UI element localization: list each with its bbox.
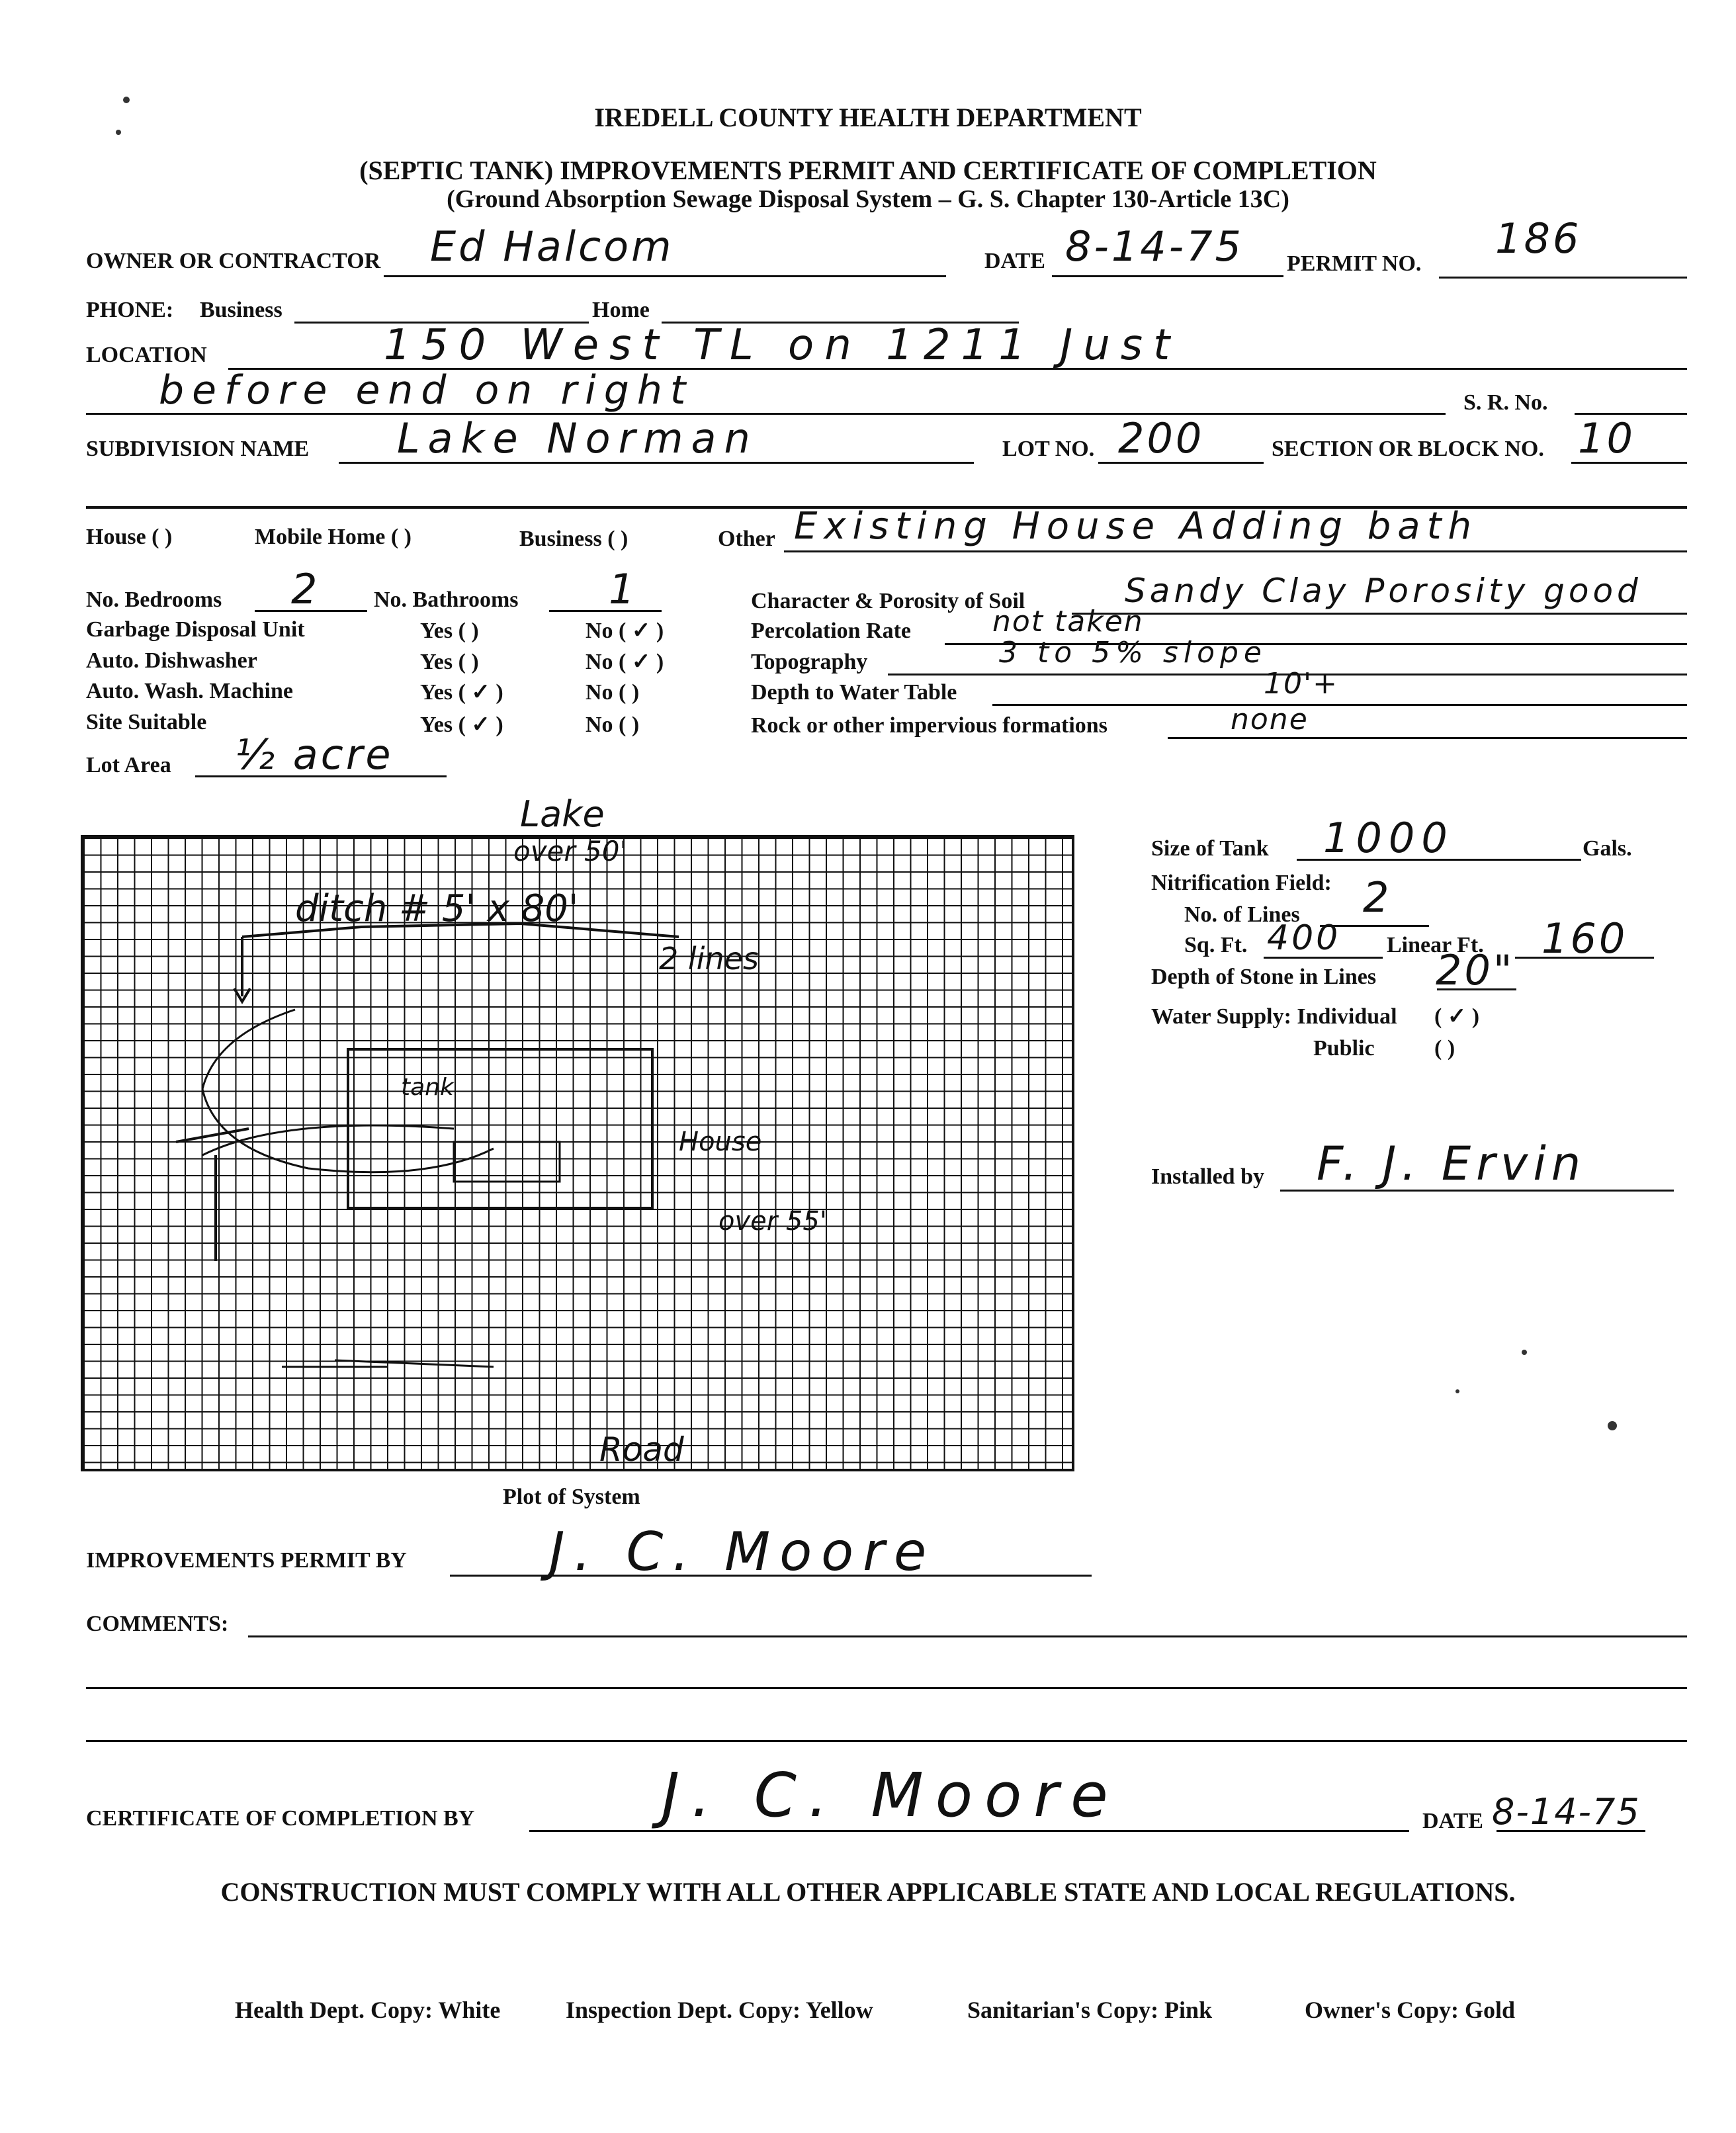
garbage-disposal-label: Garbage Disposal Unit [86, 617, 305, 642]
lot-value: 200 [1118, 414, 1205, 462]
copy-sanitarian: Sanitarian's Copy: Pink [967, 1997, 1213, 2023]
scan-speck [1522, 1350, 1527, 1355]
site-suitable-label: Site Suitable [86, 710, 207, 734]
lines-value: 2 [1363, 873, 1392, 922]
plot-grid [81, 793, 1074, 1471]
dishwasher-yes: Yes ( ) [420, 650, 479, 674]
wash-machine-label: Auto. Wash. Machine [86, 679, 293, 703]
phone-home-label: Home [592, 298, 650, 322]
permit-value: 186 [1495, 214, 1582, 263]
sqft-label: Sq. Ft. [1184, 933, 1248, 957]
sqft-value: 400 [1267, 918, 1341, 958]
tank-gals-label: Gals. [1583, 836, 1632, 861]
stone-depth-label: Depth of Stone in Lines [1151, 965, 1377, 989]
certificate-signature: J. C. Moore [662, 1760, 1120, 1831]
installed-by-label: Installed by [1151, 1164, 1264, 1189]
bathrooms-line [549, 610, 662, 612]
certificate-label: CERTIFICATE OF COMPLETION BY [86, 1806, 475, 1831]
owner-label: OWNER OR CONTRACTOR [86, 249, 381, 273]
wash-machine-yes: Yes ( ✓ ) [420, 680, 503, 705]
water-table-value: 10'+ [1264, 667, 1338, 701]
bedrooms-label: No. Bedrooms [86, 588, 222, 612]
certificate-date-value: 8-14-75 [1492, 1791, 1641, 1833]
lot-area-label: Lot Area [86, 753, 171, 777]
soil-character-label: Character & Porosity of Soil [751, 589, 1025, 613]
dishwasher-label: Auto. Dishwasher [86, 648, 257, 673]
copy-inspection-dept: Inspection Dept. Copy: Yellow [566, 1997, 873, 2023]
location-value-1: 150 West TL on 1211 Just [384, 321, 1181, 370]
rock-value: none [1231, 703, 1309, 736]
comments-line-1 [248, 1635, 1687, 1637]
form-title: (SEPTIC TANK) IMPROVEMENTS PERMIT AND CERTIFICATE OF COMPLETION [359, 155, 1377, 185]
garbage-disposal-no: No ( ✓ ) [586, 619, 664, 643]
location-value-2: before end on right [159, 367, 694, 414]
business-option: Business ( ) [519, 527, 629, 551]
site-suitable-no: No ( ) [586, 713, 640, 737]
scan-speck [116, 130, 121, 135]
stone-depth-value: 20" [1436, 946, 1515, 994]
wash-machine-no: No ( ) [586, 680, 640, 705]
compliance-notice: CONSTRUCTION MUST COMPLY WITH ALL OTHER APPLICABLE STATE AND LOCAL REGULATIONS. [220, 1877, 1516, 1907]
lines-label: No. of Lines [1184, 902, 1300, 927]
garbage-disposal-yes: Yes ( ) [420, 619, 479, 643]
form-subtitle: (Ground Absorption Sewage Disposal System – G. S. Chapter 130-Article 13C) [447, 185, 1289, 213]
other-line [784, 550, 1687, 552]
water-table-label: Depth to Water Table [751, 680, 957, 705]
date-label: DATE [984, 249, 1045, 273]
comments-line-2 [86, 1687, 1687, 1689]
improvements-permit-signature: J. C. Moore [549, 1521, 936, 1583]
soil-character-value: Sandy Clay Porosity good [1125, 572, 1642, 610]
plot-label-over50: over 50' [513, 835, 627, 867]
date-line [1052, 275, 1283, 277]
percolation-value: not taken [992, 605, 1144, 638]
other-label: Other [718, 527, 775, 551]
subdivision-label: SUBDIVISION NAME [86, 437, 310, 461]
department-title: IREDELL COUNTY HEALTH DEPARTMENT [594, 103, 1142, 132]
plot-label-lake: Lake [520, 793, 605, 835]
tank-size-value: 1000 [1323, 814, 1454, 862]
lot-area-value: ½ acre [235, 730, 394, 779]
house-option: House ( ) [86, 525, 173, 549]
water-public-label: Public [1313, 1036, 1375, 1061]
water-table-line [992, 704, 1687, 706]
comments-line-3 [86, 1740, 1687, 1742]
installed-by-value: F. J. Ervin [1317, 1137, 1586, 1191]
topography-value: 3 to 5% slope [999, 636, 1267, 670]
nitrification-label: Nitrification Field: [1151, 871, 1332, 895]
dishwasher-no: No ( ✓ ) [586, 650, 664, 674]
lot-label: LOT NO. [1002, 437, 1095, 461]
permit-label: PERMIT NO. [1287, 251, 1422, 276]
rock-line [1168, 737, 1687, 739]
section-label: SECTION OR BLOCK NO. [1272, 437, 1544, 461]
improvements-permit-label: IMPROVEMENTS PERMIT BY [86, 1548, 407, 1573]
plot-label-tank: tank [401, 1074, 454, 1101]
water-public-check: ( ) [1434, 1036, 1455, 1061]
scan-speck [1608, 1421, 1617, 1430]
plot-label-over55: over 55' [718, 1206, 827, 1237]
location-label: LOCATION [86, 343, 207, 367]
plot-label-ditch: ditch # 5' x 80' [295, 887, 579, 930]
plot-caption: Plot of System [503, 1485, 640, 1509]
linear-label: Linear Ft. [1387, 933, 1484, 957]
mobile-home-option: Mobile Home ( ) [255, 525, 412, 549]
plot-label-road: Road [599, 1430, 684, 1469]
plot-label-house: House [679, 1127, 762, 1157]
bathrooms-value: 1 [609, 565, 638, 613]
owner-value: Ed Halcom [430, 222, 674, 271]
scan-speck [1455, 1389, 1459, 1393]
date-value: 8-14-75 [1065, 222, 1244, 271]
linear-value: 160 [1541, 914, 1628, 963]
copy-health-dept: Health Dept. Copy: White [235, 1997, 501, 2023]
plot-label-lines: 2 lines [659, 941, 759, 977]
topography-label: Topography [751, 650, 868, 674]
copy-owner: Owner's Copy: Gold [1305, 1997, 1516, 2023]
plot-sketch [83, 835, 1072, 1469]
tank-size-label: Size of Tank [1151, 836, 1269, 861]
comments-label: COMMENTS: [86, 1612, 229, 1636]
certificate-date-label: DATE [1422, 1809, 1483, 1833]
phone-business-label: Business [200, 298, 282, 322]
site-suitable-yes: Yes ( ✓ ) [420, 713, 503, 737]
rock-label: Rock or other impervious formations [751, 713, 1107, 738]
other-value: Existing House Adding bath [794, 505, 1479, 548]
bedrooms-value: 2 [291, 565, 320, 613]
bathrooms-label: No. Bathrooms [374, 588, 519, 612]
phone-label: PHONE: [86, 298, 174, 322]
water-individual-check: ( ✓ ) [1434, 1004, 1480, 1029]
percolation-label: Percolation Rate [751, 619, 912, 643]
water-supply-label: Water Supply: Individual [1151, 1004, 1397, 1029]
soil-character-line [1072, 613, 1687, 615]
section-value: 10 [1578, 414, 1635, 462]
sr-label: S. R. No. [1463, 390, 1548, 415]
scan-speck [123, 97, 130, 103]
permit-line [1439, 277, 1687, 279]
subdivision-value: Lake Norman [397, 414, 758, 462]
owner-line [384, 275, 946, 277]
